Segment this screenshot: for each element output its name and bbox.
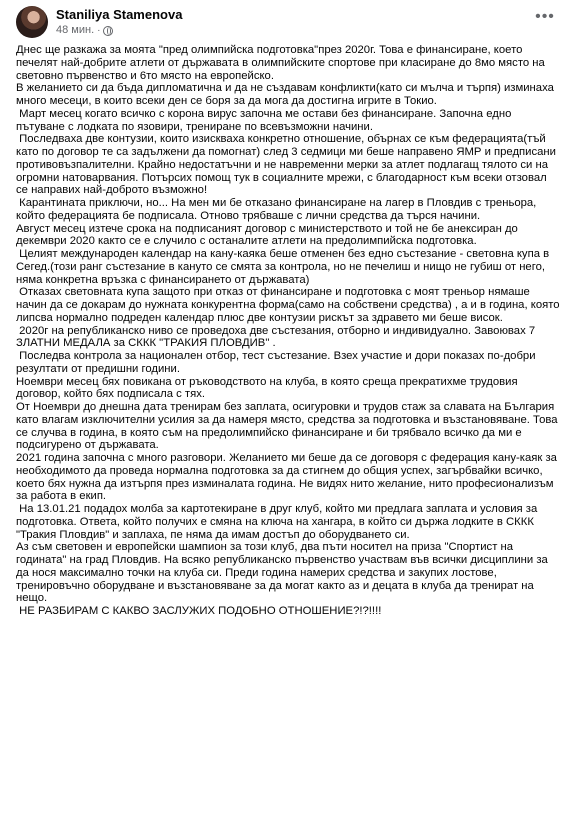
post-paragraph: Аз съм световен и европейски шампион за този клуб, два пъти носител на приза "Спортист на годината" на град Пловдив. На всяко републиканско първенство участвам във всички дисциплини за да нося максимално точки на клуба си. Преди година намерих средства и закупих лостове, тренировъчно оборудване и възстановяване за да могат както аз и децата в клуба да тренират на нещо.: [16, 541, 551, 605]
post-header: [16, 6, 557, 40]
post-paragraph: На 13.01.21 подадох молба за картотекиране в друг клуб, който ми предлага заплата и условия за подготовка. Ответа, който получих е смяна на ключа на хангара, в който си държа лодките в СККК "Тракия Пловдив" и заплаха, пе няма да имам достъп до оборудването си.: [16, 503, 541, 541]
post-paragraph: Карантината приключи, но... На мен ми бе отказано финансиране на лагер в Пловдив с треньора, който федерацията бе подписала. Отново трябваше с лични средства да търся начини.: [16, 197, 540, 222]
author-avatar[interactable]: [16, 6, 48, 38]
post-time[interactable]: 48 мин.: [56, 24, 95, 36]
post-paragraph: Последваха две контузии, които изискваха конкретно отношение, обърнах се към федерацията(тъй като по договор те са задължени да помогнат) след 3 седмици ми беше направено ЯМР и предписани противовъзпалителни. Крайно недостатъчни и не навременни мерки за атлет подлагащ тялото си на огромни натоварвания. Потърсих помощ тук в социалните мрежи, с благодарност към всеки отзовал се направих най-доброто възможно!: [16, 133, 560, 197]
post-paragraph: 2021 година започна с много разговори. Желанието ми беше да се договоря с федерация кану-каяк за необходимото да проведа нормална подготовка за да стигнем до общия успех, загърбвайки всичко, което бях нужна да изтърпя през изминалата година. Не видях нито желание, нито професионализъм за работа в екип.: [16, 452, 561, 503]
post-paragraph: Март месец когато всичко с корона вирус започна ме остави без финансиране. Започна едно пътуване с лодката по язовири, трениране по всевъзможни начини.: [16, 107, 515, 133]
post-paragraph: В желанието си да бъда дипломатична и да не създавам конфликти(като си мълча и търпя) изминаха много месеци, в които всеки ден се боря за да мога да достигна игрите в Токио.: [16, 82, 558, 107]
post-paragraph: Август месец изтече срока на подписаният договор с министерството и той не бе анексиран до декември 2020 както се е случило с останалите атлети на предолимпийска подготовка.: [16, 222, 521, 248]
post-paragraph: НЕ РАЗБИРАМ С КАКВО ЗАСЛУЖИХ ПОДОБНО ОТНОШЕНИЕ?!?!!!!: [16, 605, 382, 617]
post-paragraph: Отказах световната купа защото при отказ от финансиране и подготовка с моят треньор нямаше начин да се докарам до нужната конкурентна форма(само на собствени средства) , а и в година, която липсва нормално подреден календар плюс две контузии рискът за здравето ми беше висок.: [16, 286, 563, 324]
post-meta: [56, 24, 113, 36]
post-body: [16, 44, 561, 618]
post-paragraph: 2020г на републиканско ниво се проведоха две състезания, отборно и индивидуално. Завоювах 7 ЗЛАТНИ МЕДАЛА за СККК "ТРАКИЯ ПЛОВДИВ" .: [16, 324, 539, 350]
post-paragraph: Днес ще разкажа за моята "пред олимпийска подготовка"през 2020г. Това е финансиране, което печелят най-добрите атлети от държавата в олимпийските спортове при класиране до 8мо място на световно първенство и 6то място на европейско.: [16, 44, 548, 82]
more-options-icon[interactable]: •••: [535, 8, 555, 25]
post-paragraph: Ноември месец бях повикана от ръководството на клуба, в която среща прекратихме трудовия договор, който бях подписала с тях.: [16, 375, 521, 401]
globe-icon[interactable]: [103, 26, 113, 36]
post-paragraph: Последва контрола за национален отбор, тест състезание. Взех участие и дори показах по-добри резултати от предишни години.: [16, 350, 539, 375]
post-paragraph: От Ноември до днешна дата тренирам без заплата, осигуровки и трудов стаж за славата на България като влагам изключителни усилия за да намеря място, средства за подготовка и възстановяване. Това се случва в година, в която съм на предолимпийско финансиране и би трябвало всичко да ми е подсигурено от държавата.: [16, 401, 561, 452]
post-paragraph: Целият международен календар на кану-каяка беше отменен без едно състезание - световна купа в Сегед.(този ранг състезание в кануто се смята за контрола, но не печелиш и нищо не губиш от него, няма конкретна връзка с финансирането от държавата): [16, 248, 553, 286]
meta-separator: ·: [97, 24, 101, 36]
author-name[interactable]: Staniliya Stamenova: [56, 7, 183, 22]
